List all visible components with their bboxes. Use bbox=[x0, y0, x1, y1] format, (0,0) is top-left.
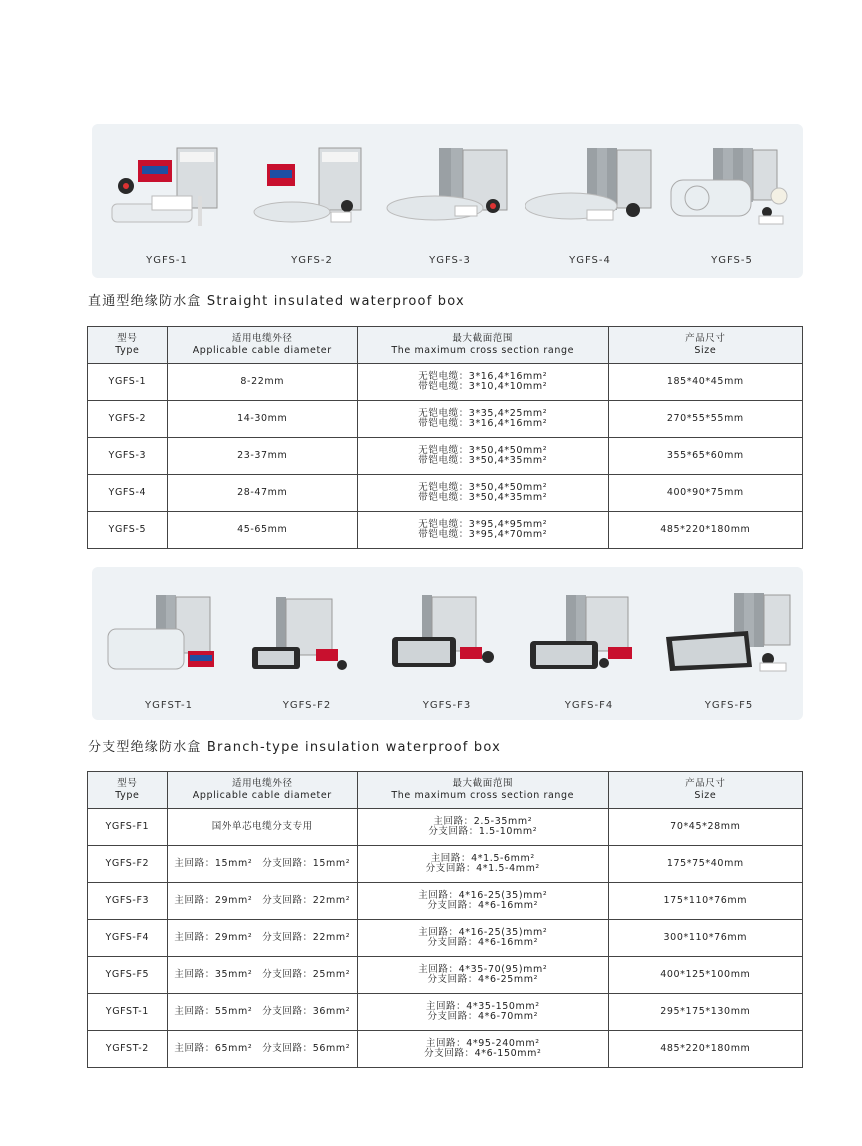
product-photo-strip-straight bbox=[92, 124, 803, 278]
cell-diameter: 主回路：65mm² 分支回路：56mm² bbox=[167, 1031, 357, 1068]
cell-diameter: 主回路：55mm² 分支回路：36mm² bbox=[167, 994, 357, 1031]
product-photo-strip-branch bbox=[92, 567, 803, 720]
cell-diameter: 28-47mm bbox=[167, 475, 357, 512]
product-ygfs-1 bbox=[102, 146, 232, 266]
cell-range: 主回路：4*16-25(35)mm² 分支回路：4*6-16mm² bbox=[357, 883, 608, 920]
cell-type: YGFS-2 bbox=[88, 401, 168, 438]
cell-diameter: 23-37mm bbox=[167, 438, 357, 475]
product-ygfs-f3 bbox=[382, 591, 512, 711]
product-label: YGFST-1 bbox=[145, 700, 193, 711]
spec-table-branch bbox=[87, 771, 803, 1068]
table-row bbox=[88, 364, 803, 401]
product-label: YGFS-1 bbox=[146, 255, 188, 266]
cell-type: YGFS-F5 bbox=[88, 957, 168, 994]
table-row bbox=[88, 438, 803, 475]
cell-size: 70*45*28mm bbox=[608, 809, 802, 846]
cell-size: 175*75*40mm bbox=[608, 846, 802, 883]
cell-type: YGFST-1 bbox=[88, 994, 168, 1031]
header-size: 产品尺寸 Size bbox=[608, 327, 802, 364]
table-row bbox=[88, 920, 803, 957]
cell-diameter: 主回路：35mm² 分支回路：25mm² bbox=[167, 957, 357, 994]
cell-size: 295*175*130mm bbox=[608, 994, 802, 1031]
product-kit-image bbox=[664, 591, 794, 691]
product-ygfs-f4 bbox=[524, 591, 654, 711]
header-range: 最大截面范围 The maximum cross section range bbox=[357, 772, 608, 809]
table-header-row bbox=[88, 327, 803, 364]
product-kit-image bbox=[382, 591, 512, 691]
cell-type: YGFS-F1 bbox=[88, 809, 168, 846]
cell-size: 175*110*76mm bbox=[608, 883, 802, 920]
cell-size: 400*90*75mm bbox=[608, 475, 802, 512]
table-header-row bbox=[88, 772, 803, 809]
cell-range: 主回路：2.5-35mm² 分支回路：1.5-10mm² bbox=[357, 809, 608, 846]
product-label: YGFS-2 bbox=[291, 255, 333, 266]
table-row bbox=[88, 846, 803, 883]
cell-range: 无铠电缆：3*35,4*25mm² 带铠电缆：3*16,4*16mm² bbox=[357, 401, 608, 438]
product-ygfs-2 bbox=[247, 146, 377, 266]
product-label: YGFS-F2 bbox=[282, 700, 332, 711]
product-kit-image bbox=[102, 146, 232, 246]
product-label: YGFS-3 bbox=[429, 255, 471, 266]
cell-size: 355*65*60mm bbox=[608, 438, 802, 475]
cell-range: 主回路：4*16-25(35)mm² 分支回路：4*6-16mm² bbox=[357, 920, 608, 957]
cell-type: YGFS-F3 bbox=[88, 883, 168, 920]
cell-range: 主回路：4*1.5-6mm² 分支回路：4*1.5-4mm² bbox=[357, 846, 608, 883]
table-row bbox=[88, 475, 803, 512]
product-kit-image bbox=[667, 146, 797, 246]
cell-diameter: 8-22mm bbox=[167, 364, 357, 401]
product-ygfs-3 bbox=[385, 146, 515, 266]
product-ygfs-4 bbox=[525, 146, 655, 266]
cell-type: YGFST-2 bbox=[88, 1031, 168, 1068]
cell-range: 无铠电缆：3*16,4*16mm² 带铠电缆：3*10,4*10mm² bbox=[357, 364, 608, 401]
cell-range: 主回路：4*35-70(95)mm² 分支回路：4*6-25mm² bbox=[357, 957, 608, 994]
cell-size: 185*40*45mm bbox=[608, 364, 802, 401]
cell-type: YGFS-4 bbox=[88, 475, 168, 512]
table-row bbox=[88, 401, 803, 438]
cell-size: 485*220*180mm bbox=[608, 512, 802, 549]
header-diameter: 适用电缆外径 Applicable cable diameter bbox=[167, 772, 357, 809]
cell-type: YGFS-F4 bbox=[88, 920, 168, 957]
table-row bbox=[88, 994, 803, 1031]
section-title-branch: 分支型绝缘防水盒 Branch-type insulation waterproof box bbox=[88, 740, 501, 755]
cell-diameter: 主回路：15mm² 分支回路：15mm² bbox=[167, 846, 357, 883]
product-kit-image bbox=[524, 591, 654, 691]
cell-range: 主回路：4*35-150mm² 分支回路：4*6-70mm² bbox=[357, 994, 608, 1031]
product-kit-image bbox=[525, 146, 655, 246]
header-size: 产品尺寸 Size bbox=[608, 772, 802, 809]
header-range: 最大截面范围 The maximum cross section range bbox=[357, 327, 608, 364]
product-kit-image bbox=[242, 591, 372, 691]
cell-diameter: 主回路：29mm² 分支回路：22mm² bbox=[167, 920, 357, 957]
header-type: 型号 Type bbox=[88, 327, 168, 364]
table-row bbox=[88, 957, 803, 994]
product-ygfs-f2 bbox=[242, 591, 372, 711]
cell-size: 400*125*100mm bbox=[608, 957, 802, 994]
cell-type: YGFS-5 bbox=[88, 512, 168, 549]
table-row bbox=[88, 1031, 803, 1068]
cell-range: 主回路：4*95-240mm² 分支回路：4*6-150mm² bbox=[357, 1031, 608, 1068]
product-label: YGFS-F3 bbox=[422, 700, 472, 711]
header-type: 型号 Type bbox=[88, 772, 168, 809]
cell-diameter: 14-30mm bbox=[167, 401, 357, 438]
table-row bbox=[88, 809, 803, 846]
table-row bbox=[88, 512, 803, 549]
product-ygfs-f5 bbox=[664, 591, 794, 711]
product-label: YGFS-F4 bbox=[564, 700, 614, 711]
cell-type: YGFS-1 bbox=[88, 364, 168, 401]
cell-size: 270*55*55mm bbox=[608, 401, 802, 438]
cell-size: 485*220*180mm bbox=[608, 1031, 802, 1068]
cell-diameter: 45-65mm bbox=[167, 512, 357, 549]
cell-type: YGFS-F2 bbox=[88, 846, 168, 883]
product-kit-image bbox=[247, 146, 377, 246]
cell-diameter: 国外单芯电缆分支专用 bbox=[167, 809, 357, 846]
section-title-straight: 直通型绝缘防水盒 Straight insulated waterproof box bbox=[88, 294, 465, 309]
cell-size: 300*110*76mm bbox=[608, 920, 802, 957]
cell-range: 无铠电缆：3*50,4*50mm² 带铠电缆：3*50,4*35mm² bbox=[357, 438, 608, 475]
spec-table-straight bbox=[87, 326, 803, 549]
cell-range: 无铠电缆：3*50,4*50mm² 带铠电缆：3*50,4*35mm² bbox=[357, 475, 608, 512]
header-diameter: 适用电缆外径 Applicable cable diameter bbox=[167, 327, 357, 364]
product-label: YGFS-4 bbox=[569, 255, 611, 266]
table-row bbox=[88, 883, 803, 920]
cell-type: YGFS-3 bbox=[88, 438, 168, 475]
product-label: YGFS-5 bbox=[711, 255, 753, 266]
product-kit-image bbox=[104, 591, 234, 691]
product-ygfst-1 bbox=[104, 591, 234, 711]
cell-diameter: 主回路：29mm² 分支回路：22mm² bbox=[167, 883, 357, 920]
product-label: YGFS-F5 bbox=[704, 700, 754, 711]
product-ygfs-5 bbox=[667, 146, 797, 266]
product-kit-image bbox=[385, 146, 515, 246]
cell-range: 无铠电缆：3*95,4*95mm² 带铠电缆：3*95,4*70mm² bbox=[357, 512, 608, 549]
